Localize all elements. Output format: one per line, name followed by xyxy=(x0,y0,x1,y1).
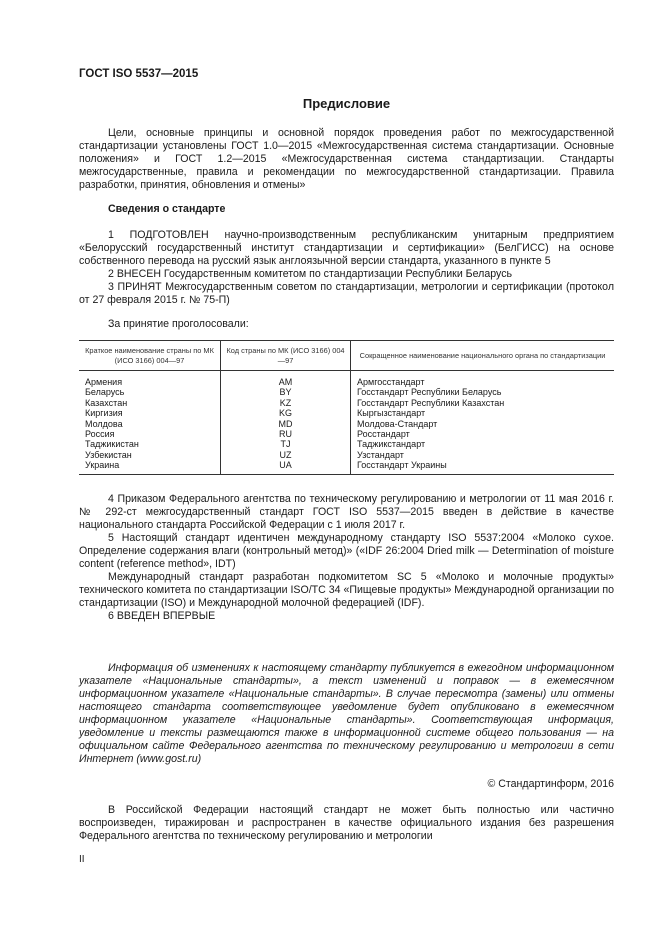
country-code: MD xyxy=(221,419,351,429)
table-row xyxy=(79,398,614,408)
legal-notice: В Российской Федерации настоящий стандарт не может быть полностью или частично воспроизведен, тиражирован и распространен в качестве официального издания без разрешения Федерального агентства по техническому регулированию и метрологии xyxy=(79,804,614,842)
country-name: Таджикистан xyxy=(85,439,139,450)
country-code: AM xyxy=(221,371,351,388)
national-body: Армгосстандарт xyxy=(351,371,615,388)
national-body: Госстандарт Республики Казахстан xyxy=(351,398,615,408)
country-code: TJ xyxy=(221,439,351,449)
country-name: Россия xyxy=(85,429,115,440)
header-country-name: Краткое наименование страны по МК (ИСО 3166) 004—97 xyxy=(79,341,221,371)
national-body: Кыргызстандарт xyxy=(351,408,615,418)
national-body: Росстандарт xyxy=(351,429,615,439)
item-2-paragraph: 2 ВНЕСЕН Государственным комитетом по стандартизации Республики Беларусь xyxy=(108,268,513,280)
national-body: Госстандарт Республики Беларусь xyxy=(351,387,615,397)
country-name: Армения xyxy=(85,377,123,387)
table-row xyxy=(79,460,614,474)
table-row xyxy=(79,450,614,460)
country-name: Казахстан xyxy=(85,397,128,408)
national-body: Молдова-Стандарт xyxy=(351,419,615,429)
country-name: Украина xyxy=(79,460,221,474)
country-code: UZ xyxy=(221,450,351,460)
standard-code: ГОСТ ISO 5537—2015 xyxy=(79,68,199,80)
country-name: Молдова xyxy=(85,418,123,429)
country-name: Киргизия xyxy=(85,408,123,419)
item-6-paragraph: 6 ВВЕДЕН ВПЕРВЫЕ xyxy=(108,610,216,622)
voted-label: За принятие проголосовали: xyxy=(108,318,249,330)
table-row xyxy=(79,408,614,418)
country-code: RU xyxy=(221,429,351,439)
header-country-code: Код страны по МК (ИСО 3166) 004—97 xyxy=(221,341,351,371)
page-title: Предисловие xyxy=(302,96,391,111)
item-5-paragraph: 5 Настоящий стандарт идентичен международному стандарту ISO 5537:2004 «Молоко сухое. Определение содержания влаги (контрольный метод)» («IDF 26:2004 Dried milk — Determination of moisture content (reference method», IDT) xyxy=(79,532,614,570)
country-code: BY xyxy=(221,387,351,397)
national-body: Узстандарт xyxy=(351,450,615,460)
table-row xyxy=(79,439,614,449)
country-name: Беларусь xyxy=(85,387,125,398)
changes-notice: Информация об изменениях к настоящему стандарту публикуется в ежегодном информационном указателе «Национальные стандарты», а текст изменений и поправок — в ежемесячном информационном указателе «Национальные стандарты». В случае пересмотра (замены) или отмены настоящего стандарта соответствующее уведомление будет опубликовано в ежемесячном информационном указателе «Национальные стандарты». Соответствующая информация, уведомление и тексты размещаются также в информационной системе общего пользования — на официальном сайте Федерального агентства по техническому регулированию и метрологии в сети Интернет (www.gost.ru) xyxy=(79,662,614,765)
country-code: KZ xyxy=(221,398,351,408)
page-number: II xyxy=(79,854,85,865)
table-row xyxy=(79,371,614,388)
copyright: © Стандартинформ, 2016 xyxy=(487,778,614,790)
country-code: KG xyxy=(221,408,351,418)
table-row xyxy=(79,387,614,397)
table-header-row xyxy=(79,341,614,371)
header-national-body: Сокращенное наименование национального органа по стандартизации xyxy=(351,341,615,371)
national-body: Госстандарт Украины xyxy=(351,460,615,474)
table-row xyxy=(79,419,614,429)
info-heading: Сведения о стандарте xyxy=(108,203,226,215)
table-row xyxy=(79,429,614,439)
voting-countries-table xyxy=(79,340,614,475)
intro-paragraph: Цели, основные принципы и основной порядок проведения работ по межгосударственной стандартизации установлены ГОСТ 1.0—2015 «Межгосударственная система стандартизации. Основные положения» и ГОСТ 1.2—2015 «Межгосударственная система стандартизации. Стандарты межгосударственные, правила и рекомендации по межгосударственной стандартизации. Правила разработки, принятия, обновления и отмены» xyxy=(79,127,614,191)
item-5-note-paragraph: Международный стандарт разработан подкомитетом SC 5 «Молоко и молочные продукты» технического комитета по стандартизации ISO/TC 34 «Пищевые продукты» Международной организации по стандартизации (ISO) и Международной молочной федерацией (IDF). xyxy=(79,571,614,609)
country-code: UA xyxy=(221,460,351,474)
country-name: Узбекистан xyxy=(85,449,132,460)
item-3-paragraph: 3 ПРИНЯТ Межгосударственным советом по стандартизации, метрологии и сертификации (протокол от 27 февраля 2015 г. № 75-П) xyxy=(79,281,614,306)
item-4-paragraph: 4 Приказом Федерального агентства по техническому регулированию и метрологии от 11 мая 2016 г. № 292-ст межгосударственный стандарт ГОСТ ISO 5537—2015 введен в действие в качестве национального стандарта Российской Федерации с 1 июля 2017 г. xyxy=(79,493,614,531)
national-body: Таджикстандарт xyxy=(351,439,615,449)
item-1-paragraph: 1 ПОДГОТОВЛЕН научно-производственным республиканским унитарным предприятием «Белорусский государственный институт стандартизации и сертификации» (БелГИСС) на основе собственного перевода на русский язык англоязычной версии стандарта, указанного в пункте 5 xyxy=(79,229,614,267)
